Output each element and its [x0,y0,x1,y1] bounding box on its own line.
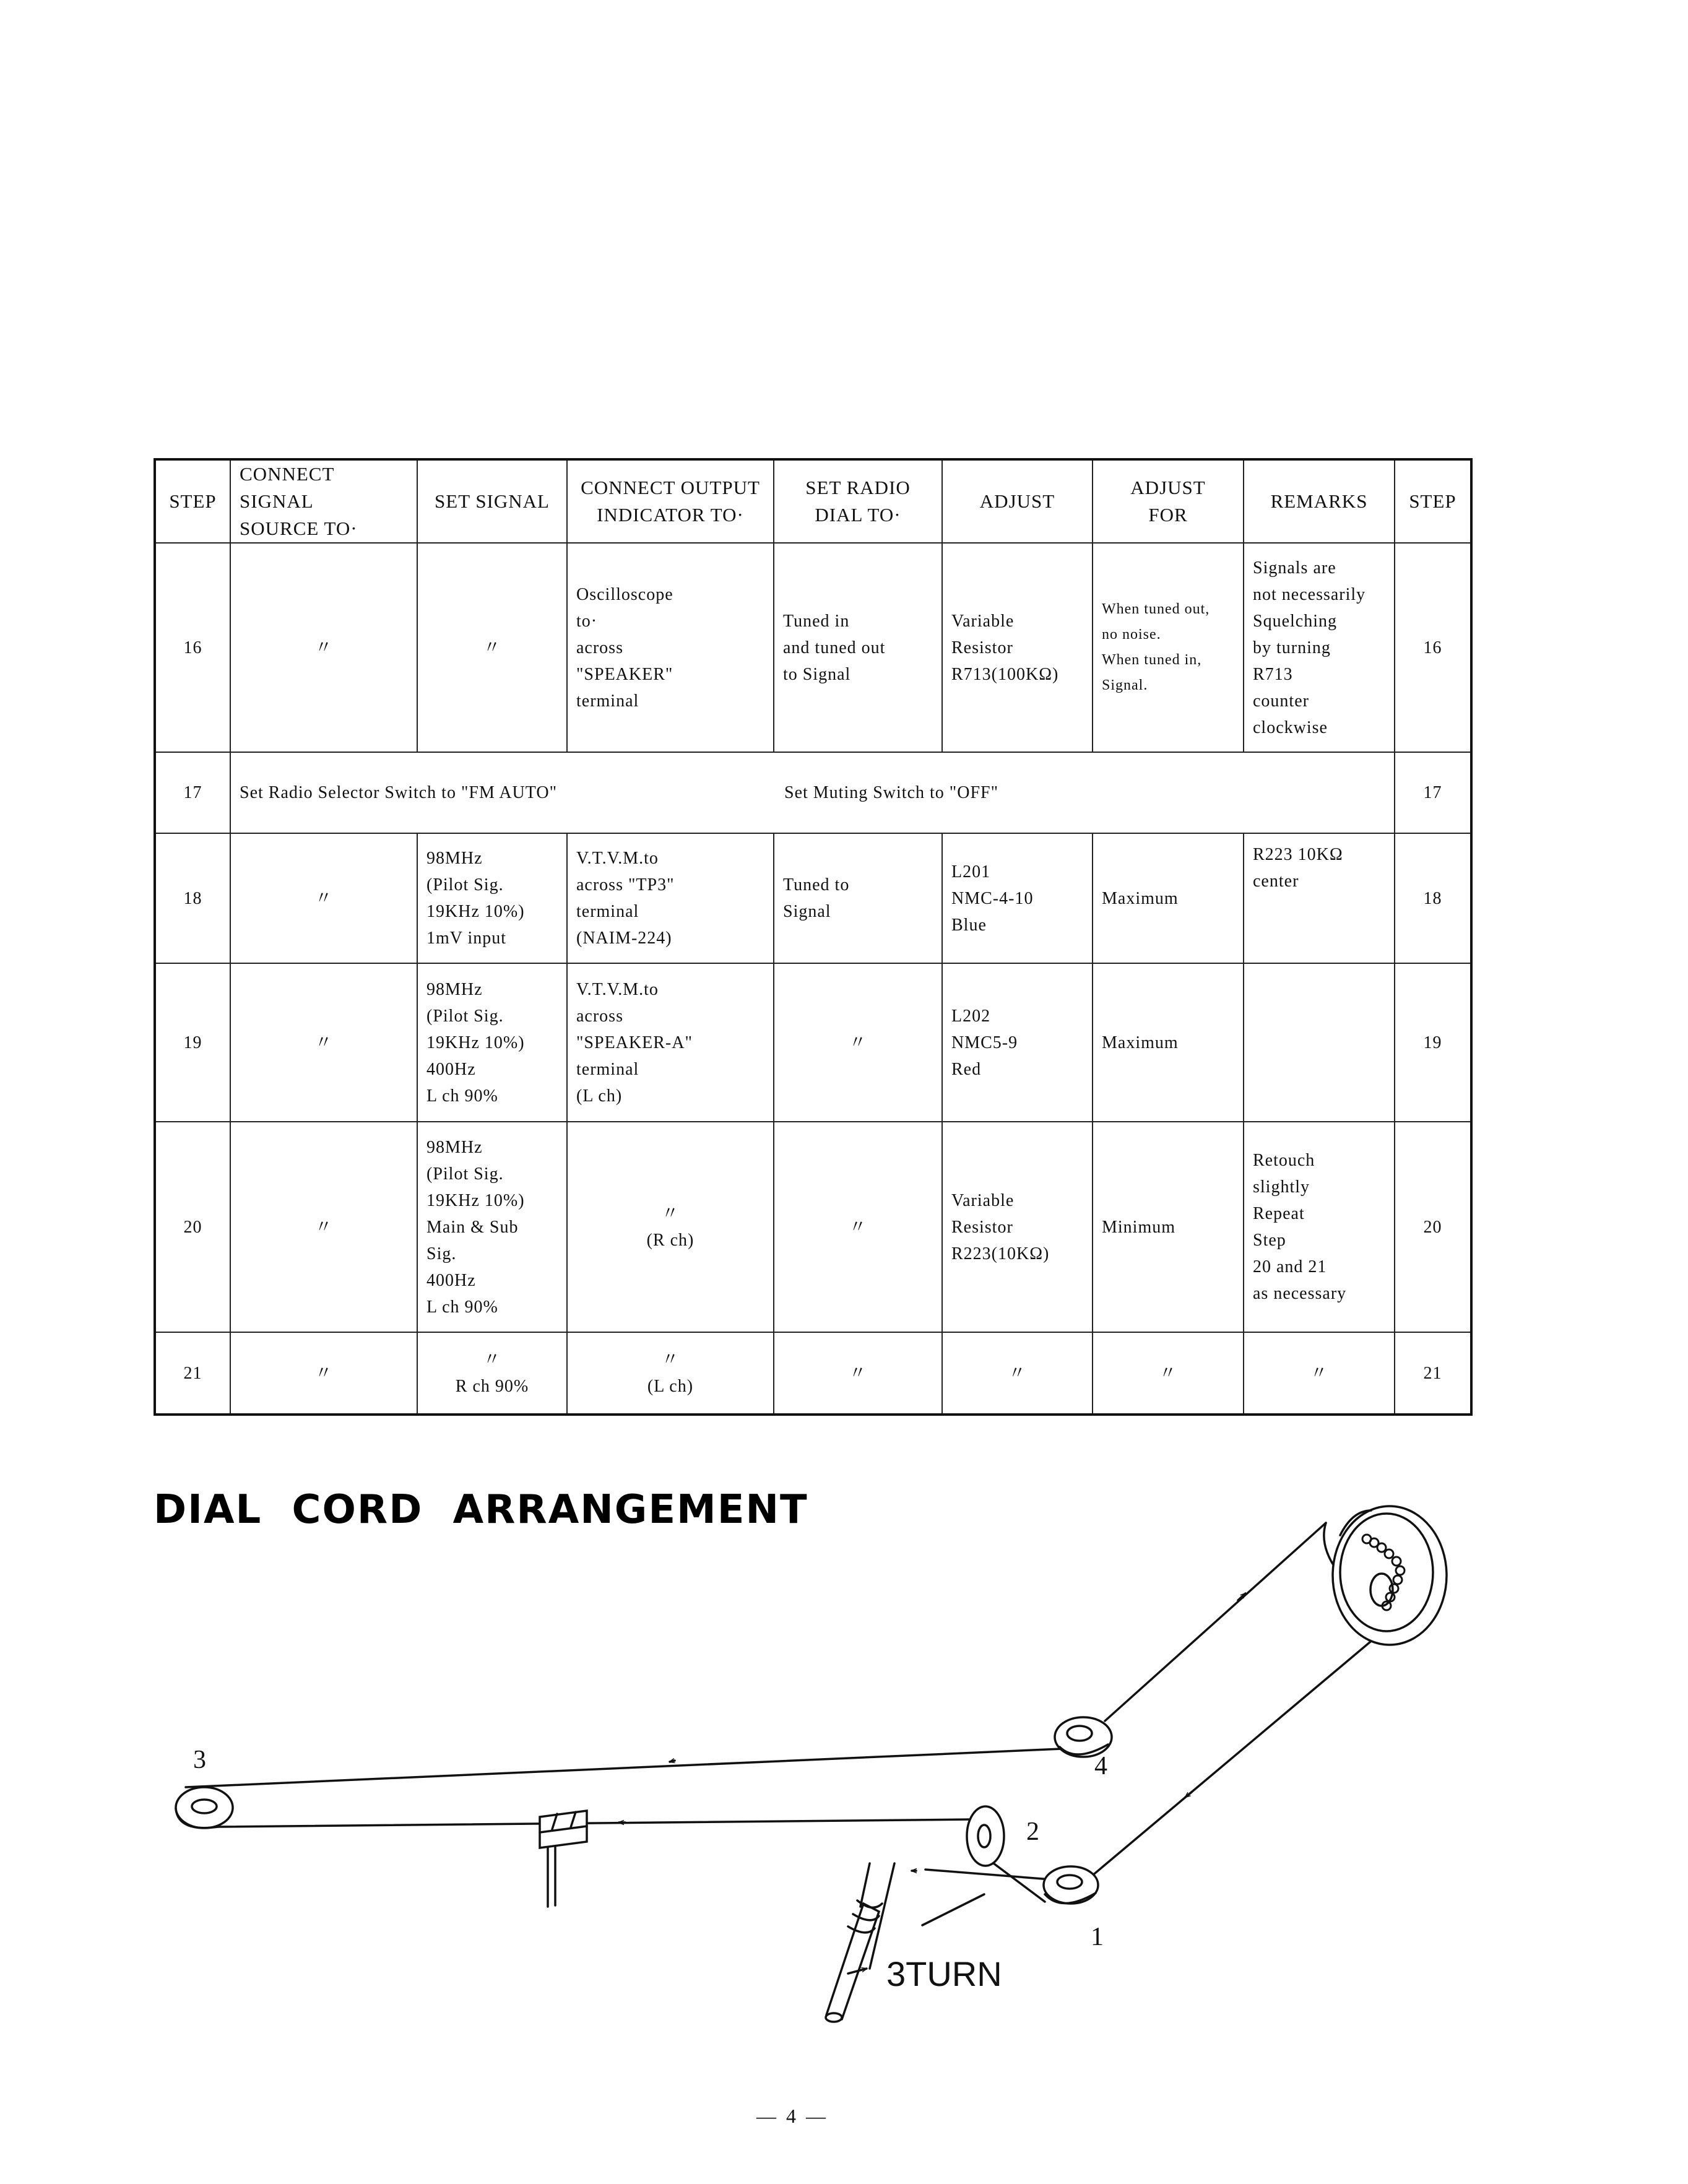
output-cell: 〃 (L ch) [567,1332,774,1415]
dial-pointer [540,1811,587,1907]
dial-cell: Tuned in and tuned out to Signal [774,543,942,752]
adjust-for-cell: Minimum [1093,1122,1244,1332]
adjust-for-cell: Maximum [1093,963,1244,1122]
header-step: STEP [155,459,230,543]
header-adjust-for: ADJUST FOR [1093,459,1244,543]
signal-cell: 98MHz (Pilot Sig. 19KHz 10%) 400Hz L ch 90% [417,963,567,1122]
pulley-2 [967,1806,1004,1866]
adjust-for-cell: Maximum [1093,833,1244,963]
remarks-cell [1244,963,1395,1122]
instruction-cell [230,752,1395,833]
table-row [155,543,1471,752]
header-adjust: ADJUST [942,459,1093,543]
adjust-for-cell: When tuned out, no noise. When tuned in, Signal. [1093,543,1244,752]
table-row [155,1332,1471,1415]
tuning-shaft [826,1863,894,2022]
source-cell: 〃 [230,1122,417,1332]
pulley-label-3: 3 [193,1746,206,1774]
instruction-left: Set Radio Selector Switch to "FM AUTO" [240,783,558,802]
pulley-4 [1055,1717,1112,1757]
remarks-cell: R223 10KΩ center [1244,833,1395,963]
adjust-cell: Variable Resistor R223(10KΩ) [942,1122,1093,1332]
output-cell: 〃 (R ch) [567,1122,774,1332]
step-right-cell: 20 [1395,1122,1471,1332]
output-cell: V.T.V.M.to across "SPEAKER-A" terminal (L ch) [567,963,774,1122]
step-cell: 20 [155,1122,230,1332]
adjust-cell: Variable Resistor R713(100KΩ) [942,543,1093,752]
dial-cord [186,1523,1394,1974]
signal-cell: 98MHz (Pilot Sig. 19KHz 10%) Main & Sub Sig. 400Hz L ch 90% [417,1122,567,1332]
output-cell: V.T.V.M.to across "TP3" terminal (NAIM-224) [567,833,774,963]
step-cell: 18 [155,833,230,963]
adjust-cell: L201 NMC-4-10 Blue [942,833,1093,963]
header-set-signal: SET SIGNAL [417,459,567,543]
step-right-cell: 16 [1395,543,1471,752]
table-row [155,752,1471,833]
dial-cord-diagram [0,1480,1688,2037]
dial-cell: 〃 [774,963,942,1122]
header-step-right: STEP [1395,459,1471,543]
source-cell: 〃 [230,1332,417,1415]
signal-cell: 〃 R ch 90% [417,1332,567,1415]
header-set-radio-dial: SET RADIO DIAL TO· [774,459,942,543]
dial-cell: 〃 [774,1122,942,1332]
dial-cell: 〃 [774,1332,942,1415]
step-right-cell: 18 [1395,833,1471,963]
table-row [155,833,1471,963]
remarks-cell: Retouch slightly Repeat Step 20 and 21 as necessary [1244,1122,1395,1332]
step-cell: 21 [155,1332,230,1415]
adjust-for-cell: 〃 [1093,1332,1244,1415]
table-header-row [155,459,1471,543]
pulley-label-2: 2 [1026,1818,1039,1846]
step-right-cell: 19 [1395,963,1471,1122]
signal-cell: 98MHz (Pilot Sig. 19KHz 10%) 1mV input [417,833,567,963]
step-cell: 17 [155,752,230,833]
dial-cell: Tuned to Signal [774,833,942,963]
turns-label: 3TURN [886,1954,1002,1993]
table-row [155,1122,1471,1332]
alignment-table [154,458,1473,1416]
pulley-label-1: 1 [1091,1923,1104,1951]
source-cell: 〃 [230,833,417,963]
page-number: — 4 — [756,2105,828,2127]
adjust-cell: L202 NMC5-9 Red [942,963,1093,1122]
header-connect-signal-source: CONNECT SIGNAL SOURCE TO· [230,459,417,543]
pulley-1 [1044,1866,1098,1904]
instruction-right: Set Muting Switch to "OFF" [784,783,999,802]
step-right-cell: 17 [1395,752,1471,833]
header-remarks: REMARKS [1244,459,1395,543]
source-cell: 〃 [230,963,417,1122]
source-cell: 〃 [230,543,417,752]
signal-cell: 〃 [417,543,567,752]
step-right-cell: 21 [1395,1332,1471,1415]
remarks-cell: 〃 [1244,1332,1395,1415]
header-connect-output: CONNECT OUTPUT INDICATOR TO· [567,459,774,543]
remarks-cell: Signals are not necessarily Squelching by turning R713 counter clockwise [1244,543,1395,752]
step-cell: 19 [155,963,230,1122]
step-cell: 16 [155,543,230,752]
section-title: DIAL CORD ARRANGEMENT [154,1487,808,1533]
table-row [155,963,1471,1122]
pulley-label-4: 4 [1094,1752,1107,1780]
output-cell: Oscilloscope to· across "SPEAKER" terminal [567,543,774,752]
adjust-cell: 〃 [942,1332,1093,1415]
dial-drum [1324,1506,1447,1645]
pulley-3 [176,1787,233,1828]
